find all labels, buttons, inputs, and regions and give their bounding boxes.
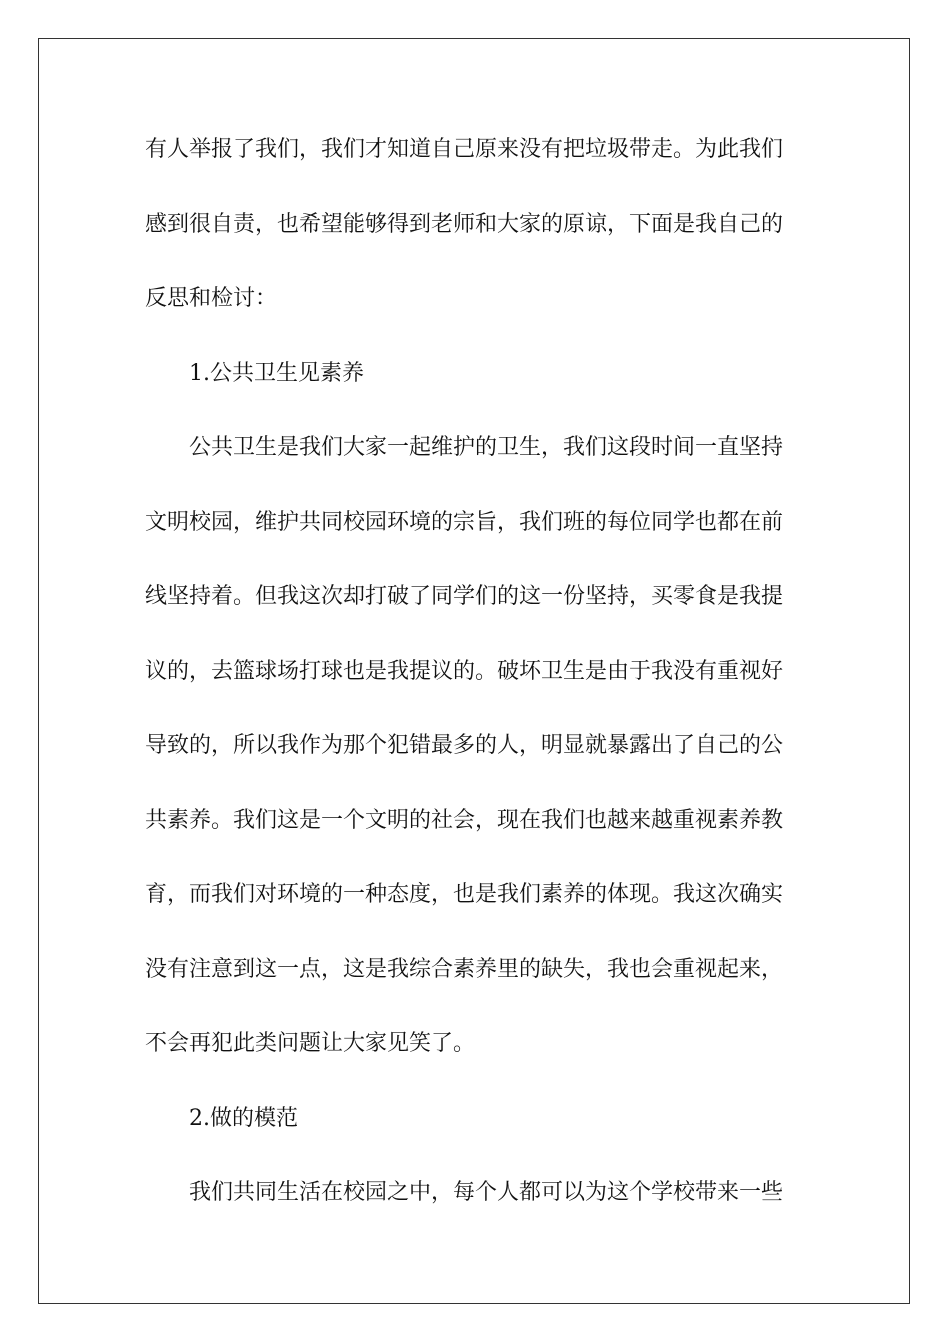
paragraph-line: 线坚持着。但我这次却打破了同学们的这一份坚持，买零食是我提 [145, 584, 784, 609]
paragraph-line: 没有注意到这一点，这是我综合素养里的缺失，我也会重视起来， [145, 957, 784, 982]
paragraph-line: 有人举报了我们，我们才知道自己原来没有把垃圾带走。为此我们 [145, 137, 784, 162]
paragraph-line: 不会再犯此类问题让大家见笑了。 [145, 1031, 476, 1056]
paragraph-line: 导致的，所以我作为那个犯错最多的人，明显就暴露出了自己的公 [145, 733, 784, 758]
paragraph-line: 文明校园，维护共同校园环境的宗旨，我们班的每位同学也都在前 [145, 510, 784, 535]
section-heading: 2.做的模范 [189, 1106, 298, 1131]
paragraph-line: 育，而我们对环境的一种态度，也是我们素养的体现。我这次确实 [145, 882, 784, 907]
paragraph-line: 我们共同生活在校园之中，每个人都可以为这个学校带来一些 [189, 1180, 784, 1205]
paragraph-line: 感到很自责，也希望能够得到老师和大家的原谅，下面是我自己的 [145, 212, 784, 237]
paragraph-line: 共素养。我们这是一个文明的社会，现在我们也越来越重视素养教 [145, 808, 784, 833]
section-heading: 1.公共卫生见素养 [189, 361, 364, 386]
paragraph-line: 反思和检讨： [145, 286, 278, 311]
paragraph-line: 公共卫生是我们大家一起维护的卫生，我们这段时间一直坚持 [189, 435, 784, 460]
paragraph-line: 议的，去篮球场打球也是我提议的。破坏卫生是由于我没有重视好 [145, 659, 784, 684]
